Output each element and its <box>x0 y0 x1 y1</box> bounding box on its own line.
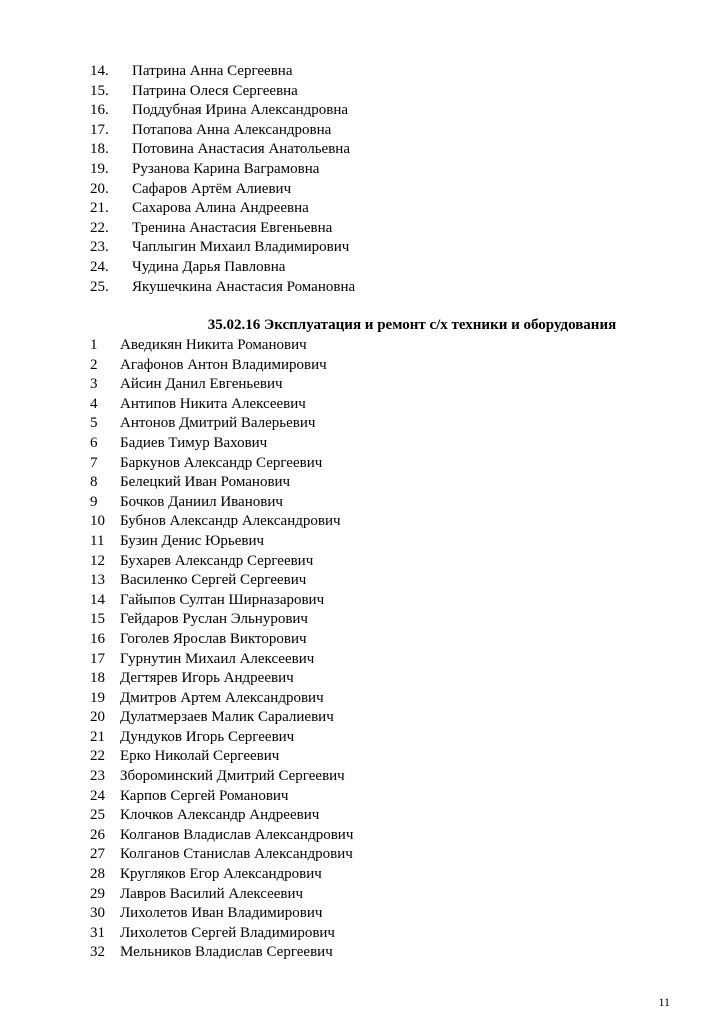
student-name: Аведикян Никита Романович <box>120 337 307 353</box>
list-item <box>90 924 353 944</box>
item-number: 22 <box>90 748 105 765</box>
item-number: 2 <box>90 356 98 373</box>
student-name: Тренина Анастасия Евгеньевна <box>132 219 333 236</box>
student-name: Сафаров Артём Алиевич <box>132 180 292 197</box>
list-item <box>90 180 355 200</box>
list-item <box>90 806 353 826</box>
student-name: Клочков Александр Андреевич <box>120 807 320 824</box>
list-item <box>90 140 355 160</box>
item-number: 15. <box>90 82 109 99</box>
list-item <box>90 904 353 924</box>
list-item <box>90 62 355 82</box>
list-item <box>90 552 353 572</box>
list-item <box>90 669 353 689</box>
student-name: Гайыпов Султан Ширназарович <box>120 591 325 608</box>
student-name: Дундуков Игорь Сергеевич <box>120 728 295 745</box>
student-name: Карпов Сергей Романович <box>120 787 289 804</box>
list-item <box>90 414 353 434</box>
item-number: 15 <box>90 611 105 628</box>
item-number: 9 <box>90 493 98 510</box>
student-name: Рузанова Карина Ваграмовна <box>132 160 320 177</box>
item-number: 19 <box>90 689 105 706</box>
student-name: Ерко Николай Сергеевич <box>120 748 280 765</box>
student-name: Мельников Владислав Сергеевич <box>120 944 333 961</box>
item-number: 8 <box>90 474 98 491</box>
item-number: 16 <box>90 630 105 647</box>
student-name: Антипов Никита Алексеевич <box>120 395 306 412</box>
student-name: Потовина Анастасия Анатольевна <box>132 141 350 158</box>
list-item <box>90 787 353 807</box>
list-item <box>90 728 353 748</box>
student-name: Дегтярев Игорь Андреевич <box>120 670 294 687</box>
student-name: Василенко Сергей Сергеевич <box>120 572 307 589</box>
item-number: 3 <box>90 376 98 393</box>
item-number: 28 <box>90 866 105 883</box>
item-number: 25 <box>90 807 105 824</box>
student-name: Бадиев Тимур Вахович <box>120 434 268 451</box>
item-number: 18 <box>90 670 105 687</box>
list-item <box>90 826 353 846</box>
list-item <box>90 121 355 141</box>
student-name: Патрина Олеся Сергеевна <box>132 82 298 99</box>
student-name: Чаплыгин Михаил Владимирович <box>132 239 350 256</box>
student-list-continued <box>90 62 355 297</box>
student-name: Потапова Анна Александровна <box>132 121 332 138</box>
item-number: 16. <box>90 102 109 119</box>
list-item <box>90 767 353 787</box>
list-item <box>90 473 353 493</box>
student-name: Чудина Дарья Павловна <box>132 258 286 275</box>
list-item <box>90 943 353 963</box>
item-number: 13 <box>90 572 105 589</box>
student-name: Колганов Владислав Александрович <box>120 826 354 843</box>
item-number: 32 <box>90 944 105 961</box>
list-item <box>90 101 355 121</box>
list-item <box>90 454 353 474</box>
list-item <box>90 82 355 102</box>
item-number: 18. <box>90 141 109 158</box>
item-number: 14 <box>90 591 105 608</box>
student-name: Баркунов Александр Сергеевич <box>120 454 323 471</box>
list-item <box>90 219 355 239</box>
item-number: 6 <box>90 434 98 451</box>
list-item <box>90 630 353 650</box>
item-number: 11 <box>90 532 105 549</box>
student-name: Антонов Дмитрий Валерьевич <box>120 415 316 432</box>
student-name: Лихолетов Сергей Владимирович <box>120 924 335 941</box>
student-name: Дулатмерзаев Малик Саралиевич <box>120 709 334 726</box>
student-name: Агафонов Антон Владимирович <box>120 356 327 373</box>
list-item <box>90 493 353 513</box>
list-item <box>90 591 353 611</box>
list-item <box>90 258 355 278</box>
item-number: 4 <box>90 395 98 412</box>
student-name: Патрина Анна Сергеевна <box>132 63 293 79</box>
student-name: Бузин Денис Юрьевич <box>120 532 265 549</box>
item-number: 24. <box>90 258 109 275</box>
item-number: 14. <box>90 63 109 79</box>
student-name: Кругляков Егор Александрович <box>120 866 322 883</box>
item-number: 23. <box>90 239 109 256</box>
student-name: Айсин Данил Евгеньевич <box>120 376 283 393</box>
list-item <box>90 238 355 258</box>
student-name: Лихолетов Иван Владимирович <box>120 905 323 922</box>
list-item <box>90 375 353 395</box>
list-item <box>90 610 353 630</box>
student-name: Бухарев Александр Сергеевич <box>120 552 314 569</box>
item-number: 30 <box>90 905 105 922</box>
student-name: Гурнутин Михаил Алексеевич <box>120 650 315 667</box>
page-number: 11 <box>658 995 670 1009</box>
student-name: Бубнов Александр Александрович <box>120 513 341 530</box>
student-name: Сахарова Алина Андреевна <box>132 200 309 217</box>
student-name: Колганов Станислав Александрович <box>120 846 353 863</box>
item-number: 17 <box>90 650 105 667</box>
list-item <box>90 160 355 180</box>
list-item <box>90 199 355 219</box>
section-title: 35.02.16 Эксплуатация и ремонт с/х техники и оборудования <box>207 317 617 333</box>
list-item <box>90 336 353 356</box>
item-number: 25. <box>90 278 109 295</box>
list-item <box>90 395 353 415</box>
item-number: 10 <box>90 513 105 530</box>
item-number: 23 <box>90 768 105 785</box>
list-item <box>90 865 353 885</box>
item-number: 26 <box>90 826 105 843</box>
item-number: 21 <box>90 728 105 745</box>
student-name: Бочков Даниил Иванович <box>120 493 283 510</box>
item-number: 27 <box>90 846 105 863</box>
student-list-35-02-16 <box>90 336 353 963</box>
list-item <box>90 747 353 767</box>
item-number: 24 <box>90 787 105 804</box>
list-item <box>90 650 353 670</box>
list-item <box>90 571 353 591</box>
list-item <box>90 278 355 298</box>
student-name: Збороминский Дмитрий Сергеевич <box>120 768 345 785</box>
item-number: 19. <box>90 160 109 177</box>
list-item <box>90 434 353 454</box>
item-number: 20. <box>90 180 109 197</box>
item-number: 20 <box>90 709 105 726</box>
student-name: Гейдаров Руслан Эльнурович <box>120 611 308 628</box>
item-number: 17. <box>90 121 109 138</box>
item-number: 12 <box>90 552 105 569</box>
list-item <box>90 689 353 709</box>
list-item <box>90 885 353 905</box>
student-name: Поддубная Ирина Александровна <box>132 102 349 119</box>
item-number: 22. <box>90 219 109 236</box>
list-item <box>90 532 353 552</box>
item-number: 5 <box>90 415 98 432</box>
item-number: 21. <box>90 200 109 217</box>
list-item <box>90 845 353 865</box>
list-item <box>90 708 353 728</box>
item-number: 1 <box>90 337 98 353</box>
student-name: Дмитров Артем Александрович <box>120 689 324 706</box>
list-item <box>90 512 353 532</box>
student-name: Лавров Василий Алексеевич <box>120 885 304 902</box>
item-number: 29 <box>90 885 105 902</box>
student-name: Белецкий Иван Романович <box>120 474 291 491</box>
student-name: Гоголев Ярослав Викторович <box>120 630 307 647</box>
list-item <box>90 356 353 376</box>
item-number: 31 <box>90 924 105 941</box>
item-number: 7 <box>90 454 98 471</box>
student-name: Якушечкина Анастасия Романовна <box>132 278 356 295</box>
